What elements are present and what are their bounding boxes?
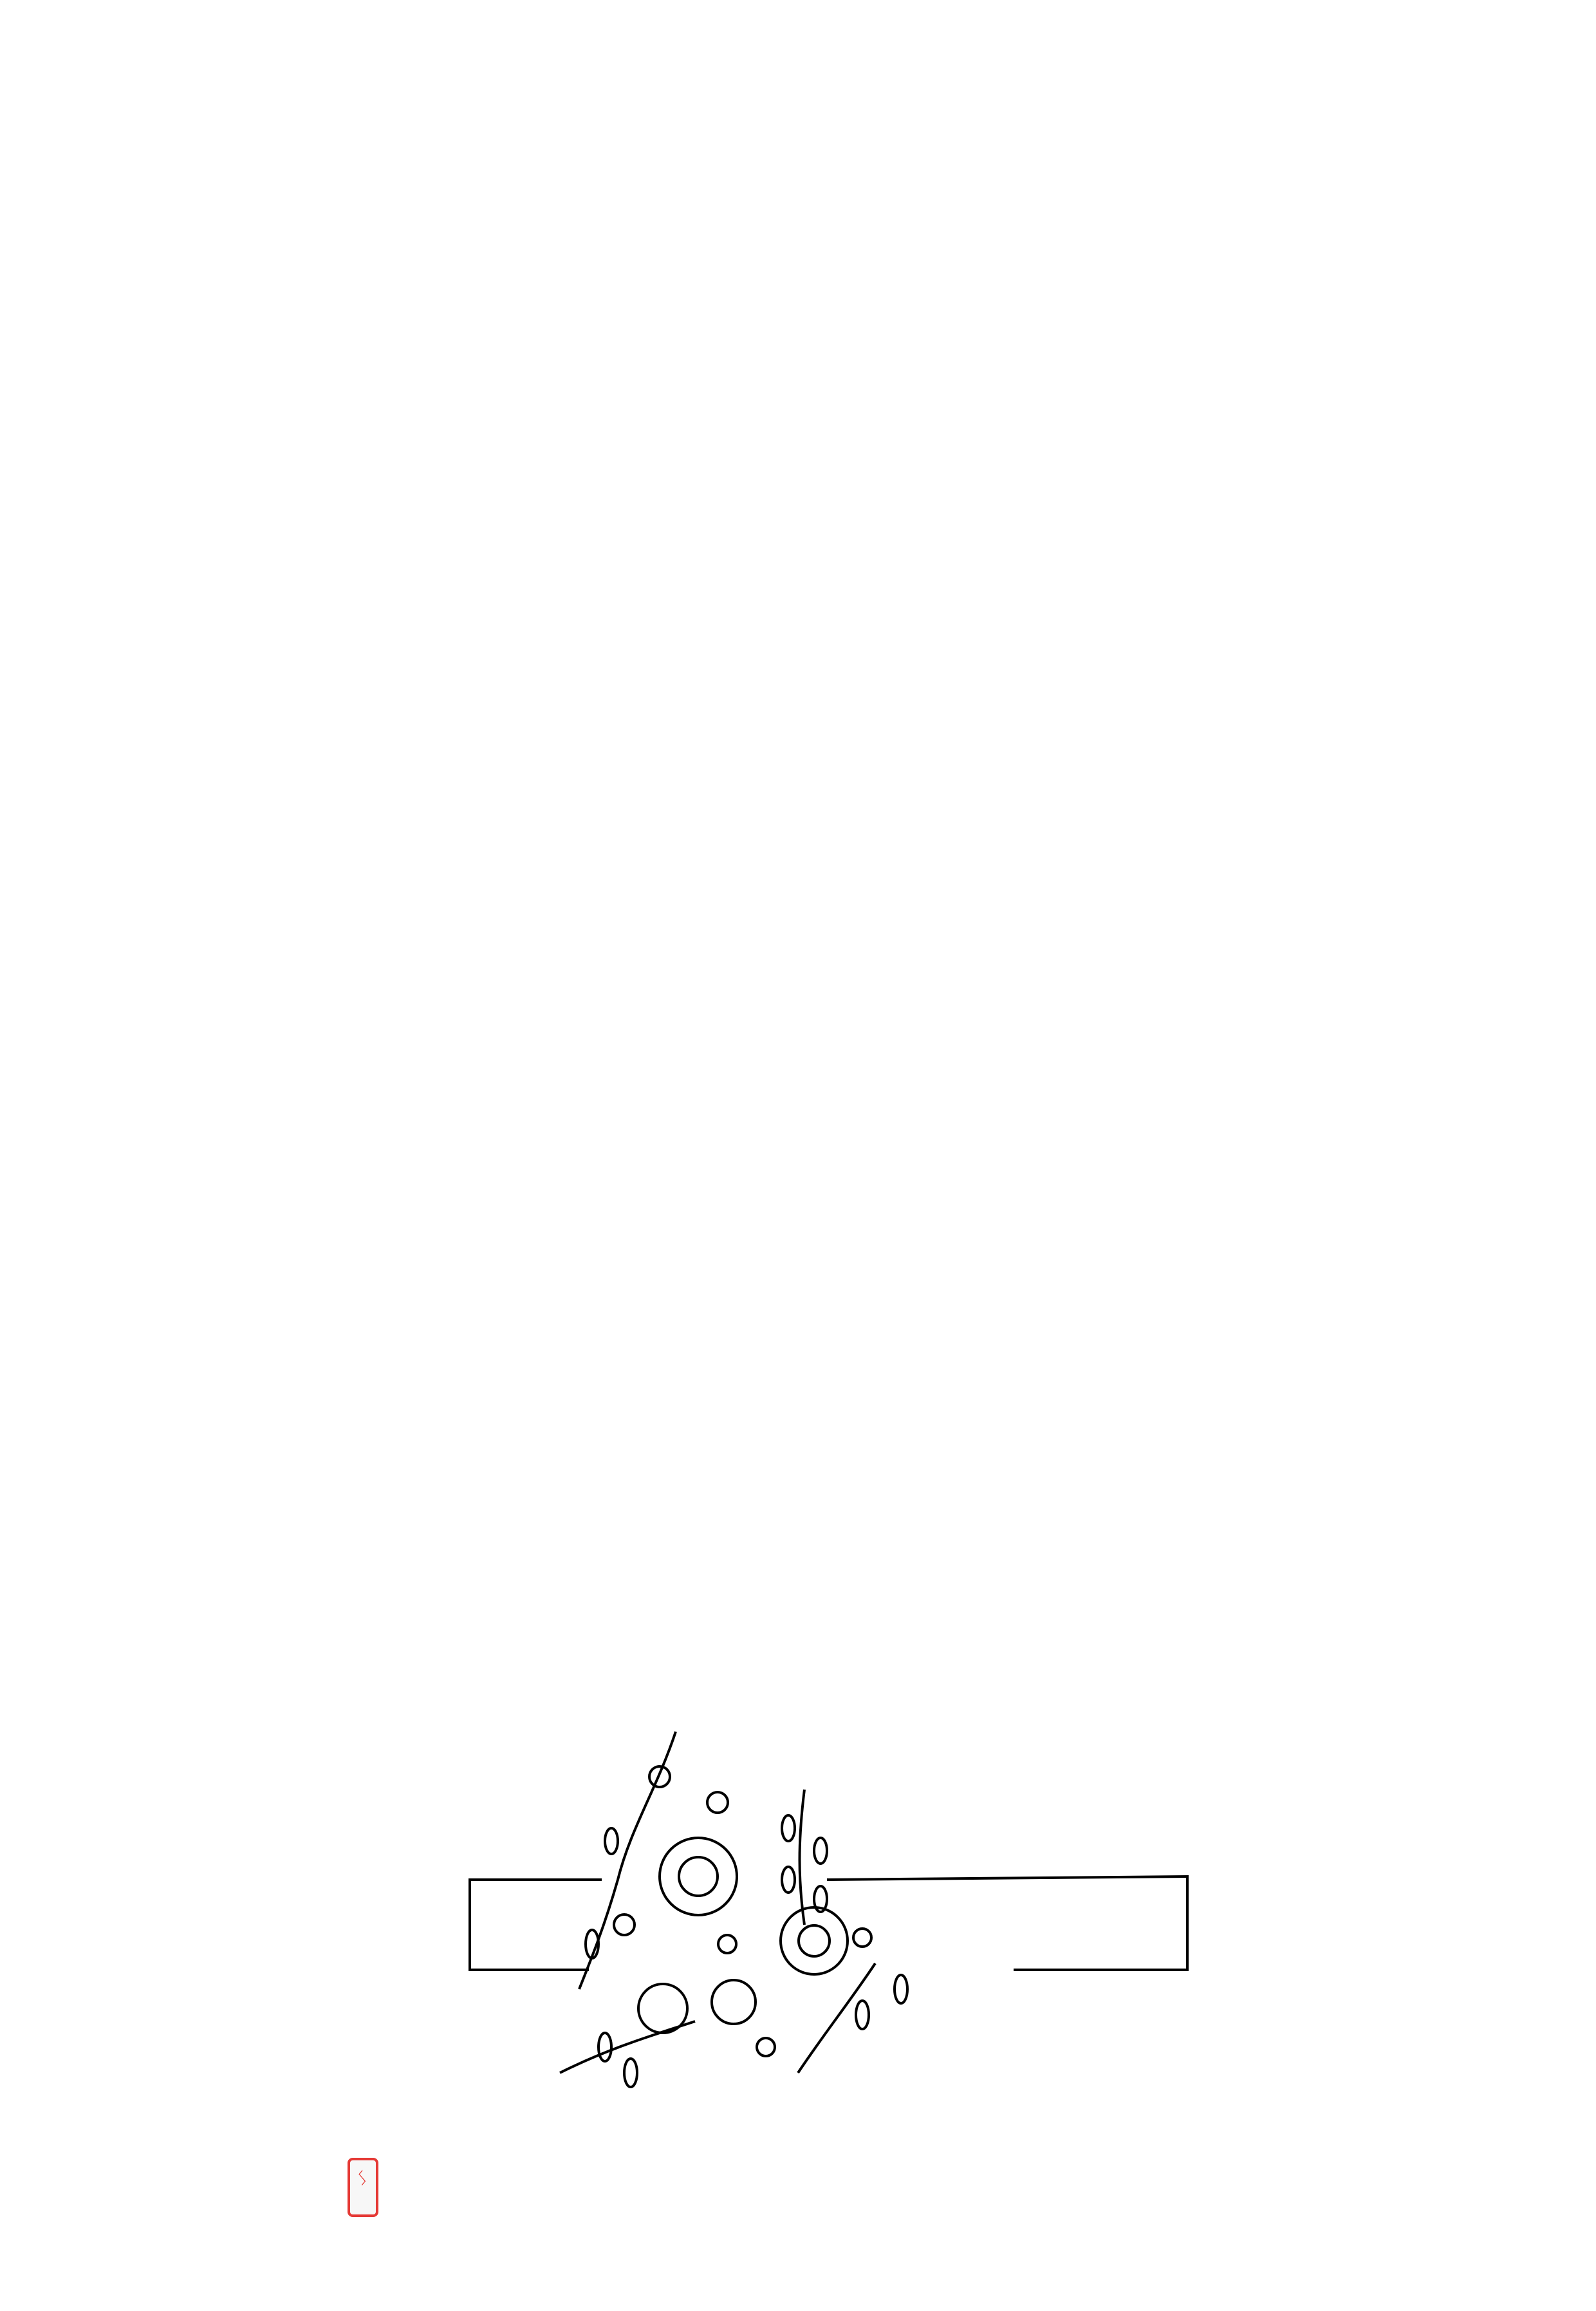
acrobat-icon: ᛊ <box>357 2167 368 2190</box>
pdf-file-icon <box>348 2158 378 2217</box>
footer-link[interactable] <box>348 2158 390 2217</box>
floral-ornament-icon <box>463 1712 1210 2124</box>
